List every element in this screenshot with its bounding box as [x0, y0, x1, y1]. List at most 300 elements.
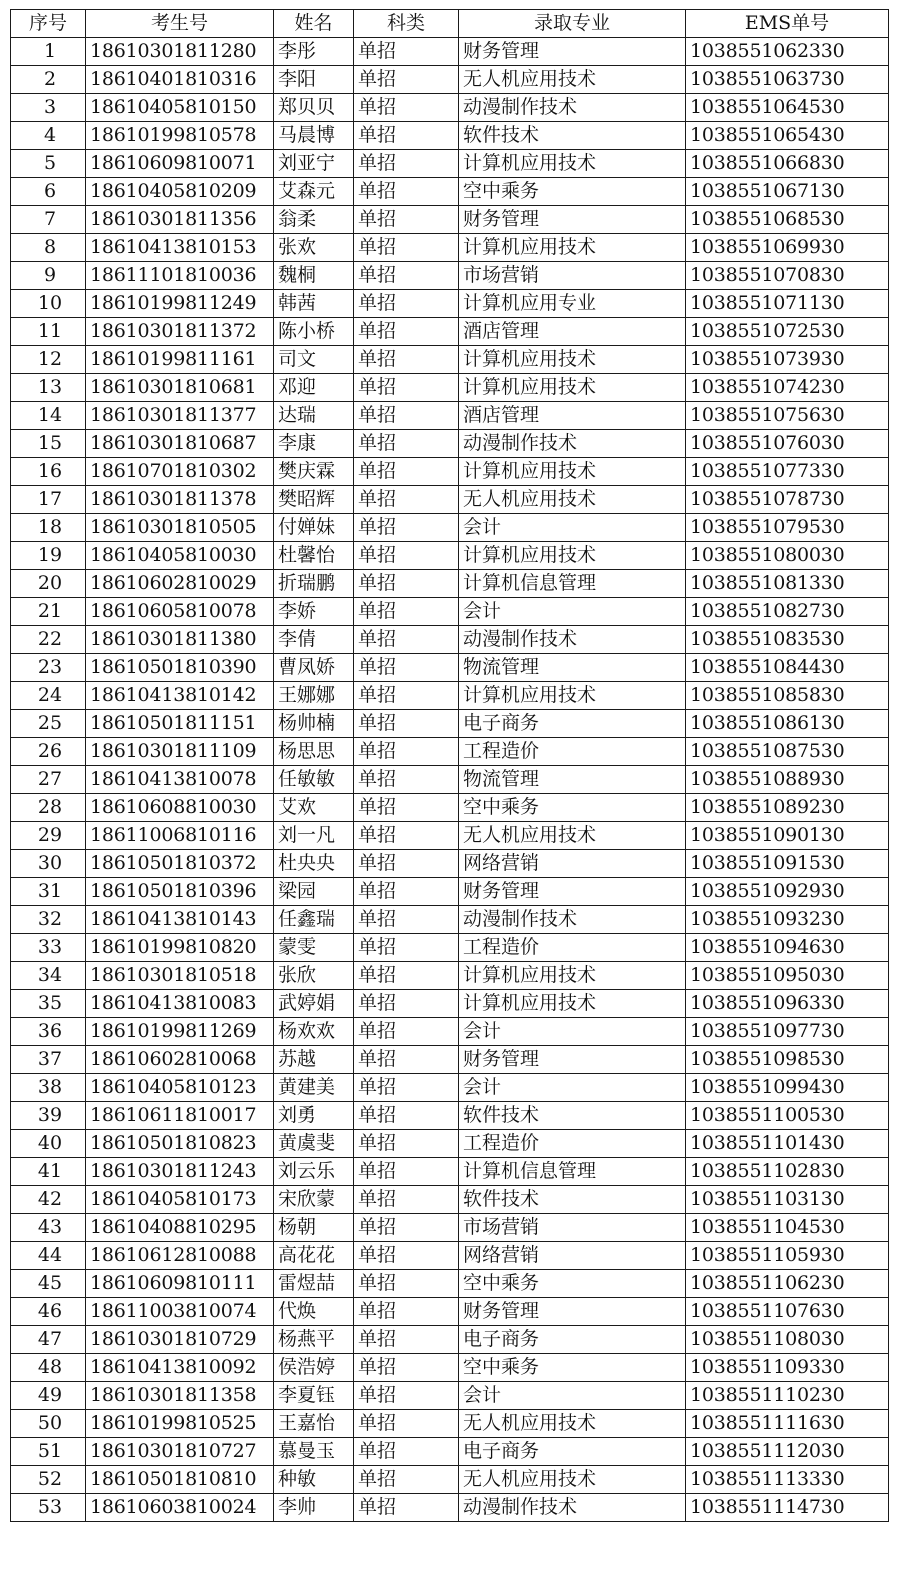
major-cell: 电子商务 — [459, 710, 686, 738]
table-row — [11, 1466, 889, 1494]
seq-cell: 24 — [11, 682, 86, 710]
major-cell: 计算机应用技术 — [459, 962, 686, 990]
exam-number-cell: 18610301811358 — [86, 1382, 274, 1410]
name-cell: 雷煜喆 — [274, 1270, 354, 1298]
name-cell: 张欣 — [274, 962, 354, 990]
major-cell: 财务管理 — [459, 878, 686, 906]
category-cell: 单招 — [354, 626, 459, 654]
ems-number-cell: 1038551101430 — [686, 1130, 889, 1158]
exam-number-cell: 18610611810017 — [86, 1102, 274, 1130]
name-cell: 韩茜 — [274, 290, 354, 318]
major-cell: 会计 — [459, 1018, 686, 1046]
exam-number-cell: 18610413810078 — [86, 766, 274, 794]
category-cell: 单招 — [354, 1130, 459, 1158]
ems-number-cell: 1038551104530 — [686, 1214, 889, 1242]
category-cell: 单招 — [354, 794, 459, 822]
category-cell: 单招 — [354, 710, 459, 738]
major-cell: 电子商务 — [459, 1326, 686, 1354]
table-row — [11, 486, 889, 514]
ems-number-cell: 1038551099430 — [686, 1074, 889, 1102]
exam-number-cell: 18610405810030 — [86, 542, 274, 570]
major-cell: 计算机应用技术 — [459, 990, 686, 1018]
seq-cell: 2 — [11, 66, 86, 94]
major-cell: 网络营销 — [459, 1242, 686, 1270]
exam-number-cell: 18611003810074 — [86, 1298, 274, 1326]
ems-number-cell: 1038551091530 — [686, 850, 889, 878]
seq-cell: 40 — [11, 1130, 86, 1158]
category-cell: 单招 — [354, 598, 459, 626]
exam-number-cell: 18610413810142 — [86, 682, 274, 710]
table-row — [11, 766, 889, 794]
table-row — [11, 430, 889, 458]
name-cell: 曹凤娇 — [274, 654, 354, 682]
ems-number-cell: 1038551102830 — [686, 1158, 889, 1186]
category-cell: 单招 — [354, 94, 459, 122]
major-cell: 会计 — [459, 1382, 686, 1410]
exam-number-cell: 18610609810111 — [86, 1270, 274, 1298]
name-cell: 张欢 — [274, 234, 354, 262]
seq-cell: 50 — [11, 1410, 86, 1438]
table-row — [11, 1046, 889, 1074]
seq-cell: 8 — [11, 234, 86, 262]
major-cell: 空中乘务 — [459, 794, 686, 822]
name-cell: 陈小桥 — [274, 318, 354, 346]
seq-cell: 23 — [11, 654, 86, 682]
seq-cell: 26 — [11, 738, 86, 766]
category-cell: 单招 — [354, 1382, 459, 1410]
category-cell: 单招 — [354, 290, 459, 318]
exam-number-cell: 18610605810078 — [86, 598, 274, 626]
category-cell: 单招 — [354, 822, 459, 850]
category-cell: 单招 — [354, 934, 459, 962]
table-row — [11, 822, 889, 850]
seq-cell: 39 — [11, 1102, 86, 1130]
ems-number-cell: 1038551095030 — [686, 962, 889, 990]
ems-number-cell: 1038551071130 — [686, 290, 889, 318]
exam-number-cell: 18610603810024 — [86, 1494, 274, 1522]
table-header-row — [11, 10, 889, 38]
name-cell: 王嘉怡 — [274, 1410, 354, 1438]
exam-number-cell: 18610301810687 — [86, 430, 274, 458]
table-row — [11, 598, 889, 626]
exam-number-cell: 18610301810729 — [86, 1326, 274, 1354]
table-row — [11, 94, 889, 122]
ems-number-cell: 1038551108030 — [686, 1326, 889, 1354]
table-row — [11, 850, 889, 878]
table-row — [11, 66, 889, 94]
ems-number-cell: 1038551112030 — [686, 1438, 889, 1466]
name-cell: 付婵妹 — [274, 514, 354, 542]
ems-number-cell: 1038551089230 — [686, 794, 889, 822]
ems-number-cell: 1038551090130 — [686, 822, 889, 850]
ems-number-cell: 1038551073930 — [686, 346, 889, 374]
header-category: 科类 — [354, 10, 459, 38]
name-cell: 刘云乐 — [274, 1158, 354, 1186]
table-row — [11, 1410, 889, 1438]
seq-cell: 30 — [11, 850, 86, 878]
header-seq: 序号 — [11, 10, 86, 38]
category-cell: 单招 — [354, 1326, 459, 1354]
name-cell: 侯浩婷 — [274, 1354, 354, 1382]
seq-cell: 46 — [11, 1298, 86, 1326]
ems-number-cell: 1038551072530 — [686, 318, 889, 346]
table-row — [11, 906, 889, 934]
ems-number-cell: 1038551066830 — [686, 150, 889, 178]
ems-number-cell: 1038551100530 — [686, 1102, 889, 1130]
header-ems-number: EMS单号 — [686, 10, 889, 38]
major-cell: 计算机应用技术 — [459, 374, 686, 402]
category-cell: 单招 — [354, 570, 459, 598]
ems-number-cell: 1038551063730 — [686, 66, 889, 94]
table-row — [11, 1186, 889, 1214]
ems-number-cell: 1038551069930 — [686, 234, 889, 262]
name-cell: 郑贝贝 — [274, 94, 354, 122]
category-cell: 单招 — [354, 654, 459, 682]
major-cell: 市场营销 — [459, 1214, 686, 1242]
category-cell: 单招 — [354, 346, 459, 374]
name-cell: 李康 — [274, 430, 354, 458]
major-cell: 计算机信息管理 — [459, 1158, 686, 1186]
table-row — [11, 318, 889, 346]
category-cell: 单招 — [354, 38, 459, 66]
seq-cell: 35 — [11, 990, 86, 1018]
table-row — [11, 206, 889, 234]
category-cell: 单招 — [354, 318, 459, 346]
exam-number-cell: 18610501811151 — [86, 710, 274, 738]
exam-number-cell: 18610199810578 — [86, 122, 274, 150]
category-cell: 单招 — [354, 402, 459, 430]
seq-cell: 33 — [11, 934, 86, 962]
major-cell: 网络营销 — [459, 850, 686, 878]
category-cell: 单招 — [354, 1018, 459, 1046]
ems-number-cell: 1038551111630 — [686, 1410, 889, 1438]
seq-cell: 25 — [11, 710, 86, 738]
major-cell: 软件技术 — [459, 1186, 686, 1214]
major-cell: 市场营销 — [459, 262, 686, 290]
exam-number-cell: 18610405810123 — [86, 1074, 274, 1102]
exam-number-cell: 18610301811280 — [86, 38, 274, 66]
ems-number-cell: 1038551106230 — [686, 1270, 889, 1298]
ems-number-cell: 1038551114730 — [686, 1494, 889, 1522]
table-row — [11, 38, 889, 66]
table-row — [11, 1326, 889, 1354]
seq-cell: 11 — [11, 318, 86, 346]
category-cell: 单招 — [354, 1242, 459, 1270]
seq-cell: 51 — [11, 1438, 86, 1466]
name-cell: 李彤 — [274, 38, 354, 66]
ems-number-cell: 1038551097730 — [686, 1018, 889, 1046]
category-cell: 单招 — [354, 878, 459, 906]
seq-cell: 53 — [11, 1494, 86, 1522]
seq-cell: 1 — [11, 38, 86, 66]
exam-number-cell: 18610413810083 — [86, 990, 274, 1018]
name-cell: 苏越 — [274, 1046, 354, 1074]
category-cell: 单招 — [354, 1298, 459, 1326]
exam-number-cell: 18611006810116 — [86, 822, 274, 850]
category-cell: 单招 — [354, 738, 459, 766]
category-cell: 单招 — [354, 906, 459, 934]
seq-cell: 49 — [11, 1382, 86, 1410]
ems-number-cell: 1038551081330 — [686, 570, 889, 598]
name-cell: 艾欢 — [274, 794, 354, 822]
table-row — [11, 234, 889, 262]
exam-number-cell: 18610301811356 — [86, 206, 274, 234]
table-row — [11, 990, 889, 1018]
seq-cell: 41 — [11, 1158, 86, 1186]
seq-cell: 7 — [11, 206, 86, 234]
name-cell: 刘亚宁 — [274, 150, 354, 178]
ems-number-cell: 1038551078730 — [686, 486, 889, 514]
seq-cell: 20 — [11, 570, 86, 598]
category-cell: 单招 — [354, 766, 459, 794]
exam-number-cell: 18610199811249 — [86, 290, 274, 318]
name-cell: 折瑞鹏 — [274, 570, 354, 598]
category-cell: 单招 — [354, 1186, 459, 1214]
category-cell: 单招 — [354, 1214, 459, 1242]
major-cell: 无人机应用技术 — [459, 1466, 686, 1494]
seq-cell: 17 — [11, 486, 86, 514]
category-cell: 单招 — [354, 458, 459, 486]
ems-number-cell: 1038551109330 — [686, 1354, 889, 1382]
admission-sheet — [10, 9, 889, 1522]
name-cell: 杨思思 — [274, 738, 354, 766]
table-row — [11, 1214, 889, 1242]
ems-number-cell: 1038551080030 — [686, 542, 889, 570]
major-cell: 工程造价 — [459, 738, 686, 766]
exam-number-cell: 18610501810396 — [86, 878, 274, 906]
ems-number-cell: 1038551086130 — [686, 710, 889, 738]
exam-number-cell: 18610501810390 — [86, 654, 274, 682]
major-cell: 动漫制作技术 — [459, 430, 686, 458]
major-cell: 计算机应用技术 — [459, 346, 686, 374]
header-major: 录取专业 — [459, 10, 686, 38]
major-cell: 计算机应用技术 — [459, 150, 686, 178]
seq-cell: 6 — [11, 178, 86, 206]
ems-number-cell: 1038551082730 — [686, 598, 889, 626]
exam-number-cell: 18610501810372 — [86, 850, 274, 878]
major-cell: 财务管理 — [459, 1046, 686, 1074]
major-cell: 空中乘务 — [459, 1354, 686, 1382]
exam-number-cell: 18610405810150 — [86, 94, 274, 122]
name-cell: 樊昭辉 — [274, 486, 354, 514]
exam-number-cell: 18610301811378 — [86, 486, 274, 514]
seq-cell: 48 — [11, 1354, 86, 1382]
table-row — [11, 402, 889, 430]
category-cell: 单招 — [354, 234, 459, 262]
seq-cell: 47 — [11, 1326, 86, 1354]
major-cell: 电子商务 — [459, 1438, 686, 1466]
ems-number-cell: 1038551110230 — [686, 1382, 889, 1410]
exam-number-cell: 18610301811380 — [86, 626, 274, 654]
table-row — [11, 738, 889, 766]
ems-number-cell: 1038551094630 — [686, 934, 889, 962]
seq-cell: 22 — [11, 626, 86, 654]
name-cell: 高花花 — [274, 1242, 354, 1270]
major-cell: 计算机应用技术 — [459, 458, 686, 486]
category-cell: 单招 — [354, 374, 459, 402]
category-cell: 单招 — [354, 1354, 459, 1382]
major-cell: 酒店管理 — [459, 318, 686, 346]
exam-number-cell: 18610609810071 — [86, 150, 274, 178]
name-cell: 艾森元 — [274, 178, 354, 206]
seq-cell: 52 — [11, 1466, 86, 1494]
seq-cell: 36 — [11, 1018, 86, 1046]
name-cell: 马晨博 — [274, 122, 354, 150]
category-cell: 单招 — [354, 206, 459, 234]
ems-number-cell: 1038551075630 — [686, 402, 889, 430]
name-cell: 黄虞斐 — [274, 1130, 354, 1158]
major-cell: 计算机应用技术 — [459, 234, 686, 262]
major-cell: 财务管理 — [459, 1298, 686, 1326]
table-row — [11, 1130, 889, 1158]
seq-cell: 45 — [11, 1270, 86, 1298]
category-cell: 单招 — [354, 486, 459, 514]
category-cell: 单招 — [354, 430, 459, 458]
major-cell: 空中乘务 — [459, 1270, 686, 1298]
table-row — [11, 626, 889, 654]
name-cell: 李夏钰 — [274, 1382, 354, 1410]
name-cell: 代焕 — [274, 1298, 354, 1326]
seq-cell: 44 — [11, 1242, 86, 1270]
ems-number-cell: 1038551103130 — [686, 1186, 889, 1214]
name-cell: 刘勇 — [274, 1102, 354, 1130]
table-row — [11, 654, 889, 682]
ems-number-cell: 1038551070830 — [686, 262, 889, 290]
seq-cell: 34 — [11, 962, 86, 990]
ems-number-cell: 1038551064530 — [686, 94, 889, 122]
admission-table — [10, 9, 889, 1522]
major-cell: 会计 — [459, 598, 686, 626]
category-cell: 单招 — [354, 262, 459, 290]
seq-cell: 4 — [11, 122, 86, 150]
table-row — [11, 962, 889, 990]
name-cell: 李娇 — [274, 598, 354, 626]
seq-cell: 42 — [11, 1186, 86, 1214]
ems-number-cell: 1038551096330 — [686, 990, 889, 1018]
exam-number-cell: 18610199811269 — [86, 1018, 274, 1046]
major-cell: 动漫制作技术 — [459, 94, 686, 122]
ems-number-cell: 1038551092930 — [686, 878, 889, 906]
seq-cell: 27 — [11, 766, 86, 794]
major-cell: 财务管理 — [459, 206, 686, 234]
exam-number-cell: 18610408810295 — [86, 1214, 274, 1242]
category-cell: 单招 — [354, 150, 459, 178]
exam-number-cell: 18611101810036 — [86, 262, 274, 290]
major-cell: 软件技术 — [459, 1102, 686, 1130]
name-cell: 李倩 — [274, 626, 354, 654]
exam-number-cell: 18610413810143 — [86, 906, 274, 934]
category-cell: 单招 — [354, 990, 459, 1018]
ems-number-cell: 1038551068530 — [686, 206, 889, 234]
exam-number-cell: 18610612810088 — [86, 1242, 274, 1270]
exam-number-cell: 18610602810029 — [86, 570, 274, 598]
seq-cell: 12 — [11, 346, 86, 374]
table-row — [11, 794, 889, 822]
major-cell: 空中乘务 — [459, 178, 686, 206]
table-row — [11, 374, 889, 402]
name-cell: 杨朝 — [274, 1214, 354, 1242]
major-cell: 酒店管理 — [459, 402, 686, 430]
major-cell: 无人机应用技术 — [459, 66, 686, 94]
name-cell: 种敏 — [274, 1466, 354, 1494]
category-cell: 单招 — [354, 1410, 459, 1438]
table-row — [11, 542, 889, 570]
category-cell: 单招 — [354, 1074, 459, 1102]
ems-number-cell: 1038551093230 — [686, 906, 889, 934]
header-name: 姓名 — [274, 10, 354, 38]
table-row — [11, 710, 889, 738]
name-cell: 达瑞 — [274, 402, 354, 430]
table-row — [11, 262, 889, 290]
name-cell: 李帅 — [274, 1494, 354, 1522]
category-cell: 单招 — [354, 1270, 459, 1298]
exam-number-cell: 18610301811377 — [86, 402, 274, 430]
name-cell: 李阳 — [274, 66, 354, 94]
name-cell: 杨欢欢 — [274, 1018, 354, 1046]
seq-cell: 15 — [11, 430, 86, 458]
name-cell: 杜馨怡 — [274, 542, 354, 570]
exam-number-cell: 18610301810518 — [86, 962, 274, 990]
name-cell: 黄建美 — [274, 1074, 354, 1102]
seq-cell: 10 — [11, 290, 86, 318]
name-cell: 梁园 — [274, 878, 354, 906]
exam-number-cell: 18610405810209 — [86, 178, 274, 206]
name-cell: 杨燕平 — [274, 1326, 354, 1354]
category-cell: 单招 — [354, 1466, 459, 1494]
table-row — [11, 122, 889, 150]
ems-number-cell: 1038551076030 — [686, 430, 889, 458]
category-cell: 单招 — [354, 178, 459, 206]
table-row — [11, 878, 889, 906]
major-cell: 物流管理 — [459, 766, 686, 794]
table-row — [11, 150, 889, 178]
name-cell: 慕曼玉 — [274, 1438, 354, 1466]
category-cell: 单招 — [354, 682, 459, 710]
table-row — [11, 1354, 889, 1382]
seq-cell: 38 — [11, 1074, 86, 1102]
category-cell: 单招 — [354, 1102, 459, 1130]
name-cell: 邓迎 — [274, 374, 354, 402]
major-cell: 工程造价 — [459, 1130, 686, 1158]
major-cell: 计算机信息管理 — [459, 570, 686, 598]
table-row — [11, 1074, 889, 1102]
ems-number-cell: 1038551088930 — [686, 766, 889, 794]
table-row — [11, 1438, 889, 1466]
seq-cell: 37 — [11, 1046, 86, 1074]
seq-cell: 43 — [11, 1214, 86, 1242]
ems-number-cell: 1038551085830 — [686, 682, 889, 710]
table-row — [11, 1298, 889, 1326]
exam-number-cell: 18610701810302 — [86, 458, 274, 486]
seq-cell: 29 — [11, 822, 86, 850]
exam-number-cell: 18610301811372 — [86, 318, 274, 346]
major-cell: 会计 — [459, 514, 686, 542]
exam-number-cell: 18610301810681 — [86, 374, 274, 402]
exam-number-cell: 18610301810727 — [86, 1438, 274, 1466]
name-cell: 任鑫瑞 — [274, 906, 354, 934]
ems-number-cell: 1038551098530 — [686, 1046, 889, 1074]
name-cell: 刘一凡 — [274, 822, 354, 850]
name-cell: 杜央央 — [274, 850, 354, 878]
exam-number-cell: 18610413810092 — [86, 1354, 274, 1382]
ems-number-cell: 1038551079530 — [686, 514, 889, 542]
seq-cell: 5 — [11, 150, 86, 178]
table-row — [11, 290, 889, 318]
table-row — [11, 1494, 889, 1522]
major-cell: 软件技术 — [459, 122, 686, 150]
table-row — [11, 346, 889, 374]
exam-number-cell: 18610199811161 — [86, 346, 274, 374]
